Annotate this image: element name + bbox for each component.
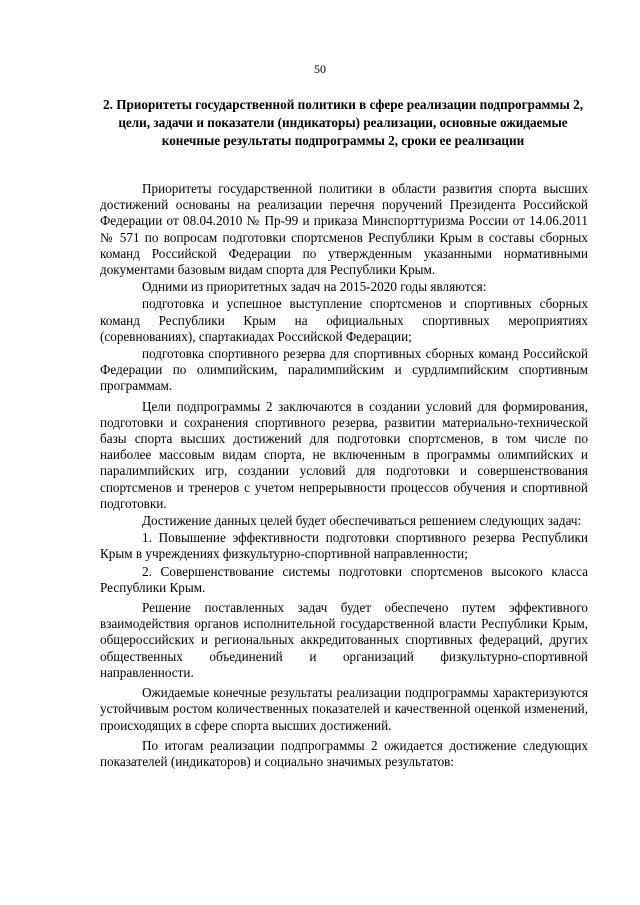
paragraph-achievement-intro: Достижение данных целей будет обеспечиваться решением следующих задач:: [142, 513, 582, 529]
paragraph-goals: Цели подпрограммы 2 заключаются в создании условий для формирования, подготовки и сохранения спортивного резерва, развитии материально-технической базы спорта высших достижений для подготовки спортсменов, в том числе по наиболее массовым видам спорта, не включенным в программы олимпийских и паралимпийских игр, создании условий для подготовки и совершенствования спортсменов и тренеров с учетом непрерывности процессов обучения и спортивной подготовки.: [100, 398, 588, 511]
paragraph-expected-results: Ожидаемые конечные результаты реализации подпрограммы характеризуются устойчивым ростом количественных показателей и качественной оценкой изменений, происходящих в сфере спорта высших достижений.: [100, 685, 588, 733]
paragraph-task-1: 1. Повышение эффективности подготовки спортивного резерва Республики Крым в учреждениях физкультурно-спортивной направленности;: [100, 530, 588, 562]
paragraph-solution: Решение поставленных задач будет обеспечено путем эффективного взаимодействия органов исполнительной государственной власти Республики Крым, общероссийских и региональных аккредитованных спортивных федераций, других общественных объединений и организаций физкультурно-спортивной направленности.: [100, 600, 588, 680]
paragraph-priorities: Приоритеты государственной политики в области развития спорта высших достижений основаны на реализации перечня поручений Президента Российской Федерации от 08.04.2010 № Пр-99 и приказа Минспорттуризма России от 14.06.2011 № 571 по вопросам подготовки спортсменов Республики Крым в составы сборных команд Российской Федерации по утвержденным указанными нормативными документами базовым видам спорта для Республики Крым.: [100, 181, 588, 278]
paragraph-task-reserve: подготовка спортивного резерва для спортивных сборных команд Российской Федерации по олимпийским, паралимпийским и сурдлимпийским спортивным программам.: [100, 346, 588, 394]
page-number: 50: [314, 62, 326, 76]
paragraph-indicators-intro: По итогам реализации подпрограммы 2 ожидается достижение следующих показателей (индикаторов) и социально значимых результатов:: [100, 737, 588, 769]
paragraph-priority-tasks-intro: Одними из приоритетных задач на 2015-2020 годы являются:: [142, 279, 487, 295]
body-text: [100, 181, 588, 770]
paragraph-task-2: 2. Совершенствование системы подготовки спортсменов высокого класса Республики Крым.: [100, 563, 588, 595]
section-heading: 2. Приоритеты государственной политики в сфере реализации подпрограммы 2, цели, задачи и показатели (индикаторы) реализации, основные ожидаемые конечные результаты подпрограммы 2, сроки ее реализации: [103, 97, 583, 148]
paragraph-task-preparation: подготовка и успешное выступление спортсменов и спортивных сборных команд Республики Крым на официальных спортивных мероприятиях (соревнованиях), спартакиадах Российской Федерации;: [100, 296, 588, 344]
